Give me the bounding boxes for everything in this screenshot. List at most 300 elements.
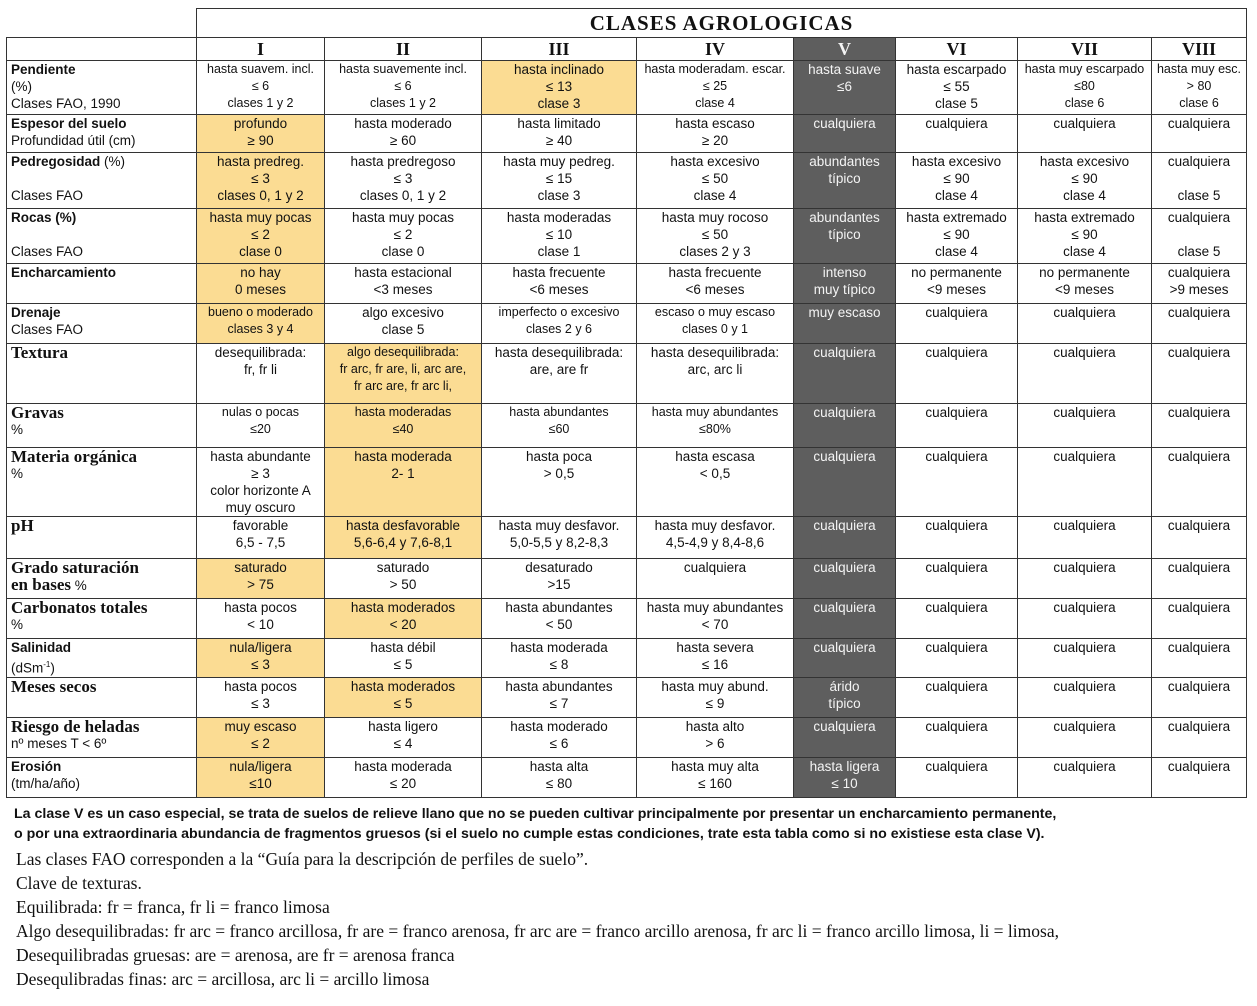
cell-class-viii [1152, 404, 1247, 448]
cell-class-viii [1152, 344, 1247, 404]
cell-line: hasta abundantes [505, 600, 613, 615]
cell-line: hasta débil [370, 640, 436, 655]
cell-line: hasta muy pocas [209, 210, 312, 225]
cell-class-v [794, 115, 896, 153]
cell-line: ≤ 3 [393, 171, 413, 186]
cell-line: hasta inclinado [513, 62, 605, 77]
cell-class-iii [482, 559, 637, 599]
cell-line: hasta abundante [210, 449, 311, 464]
cell-line: clases 0, 1 y 2 [359, 188, 447, 203]
cell-line: cualquiera [1167, 265, 1231, 280]
cell-line: hasta moderado [510, 718, 608, 734]
cell-line: hasta desequilibrada: [494, 345, 624, 360]
cell-line: cualquiera [925, 345, 988, 360]
cell-line: hasta severa [676, 640, 754, 655]
cell-class-vii [1018, 677, 1152, 717]
cell-line: hasta pocos [224, 600, 297, 615]
cell-line: clase 3 [537, 188, 581, 203]
row-label [7, 599, 197, 639]
cell-line: cualquiera [925, 518, 988, 533]
table-row [7, 639, 1247, 678]
cell-line: fr, fr li [244, 362, 277, 377]
cell-line: 5,0-5,5 y 8,2-8,3 [509, 535, 609, 550]
cell-class-iv [637, 115, 794, 153]
cell-class-ii [325, 404, 482, 448]
cell-line: favorable [232, 518, 289, 533]
cell-line: no hay [240, 265, 281, 280]
row-title-suffix: (%) [100, 154, 126, 169]
cell-line: cualquiera [1167, 678, 1231, 694]
cell-line: cualquiera [813, 518, 876, 533]
cell-line: ≤ 3 [251, 171, 270, 186]
cell-line: ≤ 20 [389, 775, 417, 791]
table-row [7, 61, 1247, 115]
row-title-text: Grado saturación [11, 558, 139, 577]
row-title-text: Meses secos [11, 677, 97, 696]
row-subtitle: % [11, 422, 24, 437]
cell-line: hasta moderado [354, 116, 452, 131]
class-header-iii: III [482, 38, 637, 61]
cell-line: hasta moderadam. escar. [644, 62, 786, 76]
cell-line: clase 5 [1177, 244, 1221, 259]
row-label [7, 677, 197, 717]
cell-line: >9 meses [1169, 282, 1229, 297]
cell-line: ≥ 60 [389, 133, 417, 148]
cell-line: hasta excesivo [670, 154, 760, 169]
cell-class-vii [1018, 448, 1152, 517]
cell-class-i [197, 61, 325, 115]
cell-line: cualquiera [1053, 345, 1116, 360]
cell-class-i [197, 404, 325, 448]
cell-line: hasta limitado [517, 116, 601, 131]
table-row [7, 115, 1247, 153]
row-title-text: Salinidad [11, 640, 72, 655]
cell-line: cualquiera [1167, 560, 1231, 575]
cell-class-iv [637, 448, 794, 517]
cell-line: ≤ 2 [251, 227, 270, 242]
cell-line: cualquiera [1167, 405, 1231, 420]
cell-class-v [794, 304, 896, 344]
cell-class-vii [1018, 61, 1152, 115]
cell-line: cualquiera [813, 405, 876, 420]
cell-class-vi [896, 61, 1018, 115]
cell-line: ≤ 2 [393, 227, 413, 242]
cell-class-vii [1018, 209, 1152, 264]
cell-class-v [794, 264, 896, 304]
cell-line: clase 4 [935, 244, 978, 259]
cell-line: are, are fr [529, 362, 589, 377]
row-subtitle: Clases FAO [11, 244, 84, 259]
row-label [7, 517, 197, 559]
table-row [7, 448, 1247, 517]
row-title [11, 153, 195, 170]
cell-class-ii [325, 448, 482, 517]
cell-line: ≤ 6 [549, 735, 569, 751]
cell-class-vi [896, 517, 1018, 559]
cell-line: hasta frecuente [668, 265, 762, 280]
cell-line: cualquiera [813, 718, 876, 734]
cell-class-vii [1018, 517, 1152, 559]
notes [14, 804, 1250, 991]
cell-class-vii [1018, 304, 1152, 344]
cell-line: ≤ 160 [698, 775, 732, 791]
note-line: Desequlibradas finas: arc = arcillosa, arc li = arcillo limosa [16, 969, 430, 989]
cell-line: cualquiera [1053, 305, 1116, 320]
row-title-line2-suffix: % [70, 578, 87, 593]
row-title-text: Espesor del suelo [11, 116, 127, 131]
cell-line: < 20 [389, 617, 417, 632]
cell-line: ≤ 50 [701, 227, 729, 242]
cell-class-i [197, 448, 325, 517]
cell-line: clase 4 [1063, 188, 1106, 203]
cell-class-iv [637, 599, 794, 639]
cell-class-i [197, 153, 325, 209]
cell-class-iv [637, 559, 794, 599]
table-row [7, 344, 1247, 404]
cell-class-vi [896, 209, 1018, 264]
cell-line: cualquiera [1053, 116, 1116, 131]
cell-line [1153, 226, 1245, 243]
row-label [7, 448, 197, 517]
cell-class-v [794, 639, 896, 678]
cell-line: algo excesivo [362, 305, 444, 320]
cell-class-iii [482, 209, 637, 264]
cell-line: hasta escaso [675, 116, 755, 131]
cell-line: hasta alta [529, 758, 589, 774]
cell-class-iii [482, 404, 637, 448]
row-title-text: Drenaje [11, 305, 61, 320]
row-label [7, 344, 197, 404]
cell-line: cualquiera [925, 116, 988, 131]
cell-line: abundantes [809, 210, 880, 225]
cell-class-viii [1152, 61, 1247, 115]
cell-line: cualquiera [1167, 600, 1231, 615]
cell-class-v [794, 153, 896, 209]
cell-line: ≤80% [699, 422, 731, 436]
cell-class-ii [325, 115, 482, 153]
cell-line: cualquiera [1053, 758, 1116, 774]
cell-line: ≤ 15 [545, 171, 573, 186]
cell-class-vi [896, 404, 1018, 448]
note-class-v: o por una extraordinaria abundancia de fragmentos gruesos (si el suelo no cumple estas condiciones, trate esta tabla como si no existiese esta clase V). [14, 826, 1045, 842]
cell-class-i [197, 677, 325, 717]
cell-line: nula/ligera [229, 758, 292, 774]
table-row [7, 264, 1247, 304]
cell-class-i [197, 344, 325, 404]
cell-class-i [197, 599, 325, 639]
cell-line: hasta moderados [350, 678, 456, 694]
cell-class-vii [1018, 639, 1152, 678]
cell-line: 5,6-6,4 y 7,6-8,1 [353, 535, 453, 550]
cell-line: cualquiera [1053, 718, 1116, 734]
cell-line: <6 meses [529, 282, 589, 297]
row-subtitle [11, 170, 195, 187]
cell-line: hasta moderadas [506, 210, 612, 225]
cell-line: hasta moderada [510, 640, 608, 655]
cell-line: ≤40 [392, 422, 414, 436]
cell-class-i [197, 517, 325, 559]
cell-line: clase 4 [695, 96, 735, 110]
cell-class-vi [896, 677, 1018, 717]
cell-line: arc, arc li [687, 362, 743, 377]
cell-line: ≥ 40 [545, 133, 573, 148]
cell-class-iv [637, 404, 794, 448]
cell-line: típico [828, 695, 861, 711]
cell-line: no permanente [911, 265, 1002, 280]
corner-cell [7, 9, 197, 38]
cell-line: fr arc, fr are, li, arc are, [339, 362, 467, 376]
cell-line: > 80 [1186, 79, 1212, 93]
cell-class-v [794, 677, 896, 717]
cell-line: clases 0 y 1 [681, 322, 748, 336]
row-subtitle: (dSm$^{-1}$) [11, 660, 55, 676]
cell-line: > 0,5 [543, 466, 575, 481]
cell-line: < 50 [545, 617, 573, 632]
cell-line: escaso o muy escaso [654, 305, 776, 319]
cell-line: hasta extremado [1034, 210, 1135, 225]
cell-line: hasta muy desfavor. [498, 518, 620, 533]
cell-class-vi [896, 717, 1018, 757]
cell-line: clases 3 y 4 [227, 322, 294, 336]
cell-line: ≤ 10 [545, 227, 573, 242]
cell-line: clase 0 [381, 244, 425, 259]
cell-line: hasta estacional [354, 265, 452, 280]
cell-line: cualquiera [813, 600, 876, 615]
cell-class-i [197, 264, 325, 304]
row-subtitle: Clases FAO, 1990 [11, 96, 121, 111]
cell-line: ≤10 [249, 775, 272, 791]
cell-line: ≥ 90 [247, 133, 274, 148]
cell-line: nula/ligera [229, 640, 292, 655]
cell-class-viii [1152, 448, 1247, 517]
cell-line: saturado [376, 560, 430, 575]
row-subtitle [11, 226, 195, 243]
row-title-text: Textura [11, 343, 68, 362]
cell-class-iii [482, 677, 637, 717]
table-title: CLASES AGROLOGICAS [197, 9, 1247, 38]
cell-class-v [794, 209, 896, 264]
cell-line: ≤ 80 [545, 775, 573, 791]
cell-line: clase 5 [935, 96, 978, 111]
cell-line: 0 meses [234, 282, 287, 297]
cell-line: clase 5 [381, 322, 425, 337]
cell-line: clase 5 [1177, 188, 1221, 203]
cell-line: cualquiera [1053, 518, 1116, 533]
cell-line: hasta escarpado [906, 62, 1007, 77]
cell-class-iii [482, 599, 637, 639]
row-title [11, 639, 195, 656]
cell-class-viii [1152, 639, 1247, 678]
row-label [7, 559, 197, 599]
cell-line: clases 1 y 2 [227, 96, 294, 110]
cell-line: cualquiera [1167, 305, 1231, 320]
table-row [7, 404, 1247, 448]
cell-line: cualquiera [1167, 345, 1231, 360]
cell-class-ii [325, 757, 482, 797]
note-line: Las clases FAO corresponden a la “Guía para la descripción de perfiles de suelo”. [16, 849, 589, 869]
cell-class-i [197, 639, 325, 678]
cell-line: cualquiera [1053, 405, 1116, 420]
row-title [11, 599, 195, 616]
row-title-line2-text: en bases [11, 575, 71, 594]
cell-class-viii [1152, 304, 1247, 344]
row-title-text: Pendiente [11, 62, 76, 77]
cell-line: cualquiera [925, 449, 988, 464]
row-title-text: Riesgo de heladas [11, 717, 140, 736]
cell-class-viii [1152, 677, 1247, 717]
cell-line: ≤ 13 [545, 79, 573, 94]
cell-line: típico [828, 227, 861, 242]
cell-line: cualquiera [813, 640, 876, 655]
cell-line: cualquiera [925, 405, 988, 420]
cell-line: ≤20 [250, 422, 271, 436]
cell-line: hasta suave [808, 62, 881, 77]
cell-line: hasta muy esc. [1156, 62, 1242, 76]
cell-line: fr arc are, fr arc li, [354, 379, 452, 393]
cell-line: clase 4 [693, 188, 737, 203]
cell-line: hasta predregoso [350, 154, 456, 169]
cell-line: no permanente [1039, 265, 1130, 280]
cell-line: bueno o moderado [208, 305, 313, 319]
cell-class-vi [896, 115, 1018, 153]
row-label [7, 61, 197, 115]
cell-line: algo desequilibrada: [347, 345, 459, 359]
cell-class-i [197, 115, 325, 153]
row-title [11, 448, 195, 465]
note-class-v: La clase V es un caso especial, se trata de suelos de relieve llano que no se pueden cultivar principalmente por presentar un encharcamiento permanente, [14, 806, 1057, 822]
cell-class-viii [1152, 209, 1247, 264]
cell-line: ≤ 3 [251, 657, 270, 672]
cell-class-vii [1018, 757, 1152, 797]
row-label [7, 115, 197, 153]
cell-class-vi [896, 304, 1018, 344]
cell-line: hasta ligero [368, 718, 438, 734]
note-line: Equilibrada: fr = franca, fr li = franco limosa [16, 897, 330, 917]
cell-class-iv [637, 209, 794, 264]
cell-line: abundantes [809, 154, 880, 169]
document [6, 8, 1246, 798]
cell-line: < 10 [247, 617, 274, 632]
cell-line: > 6 [705, 735, 725, 751]
cell-line: hasta poca [525, 449, 593, 464]
cell-class-i [197, 559, 325, 599]
cell-line: ≤ 3 [251, 695, 270, 711]
row-subtitle: (%) [11, 79, 32, 94]
row-title [11, 758, 195, 775]
cell-line: hasta escasa [675, 449, 755, 464]
cell-class-v [794, 559, 896, 599]
cell-line: cualquiera [1053, 449, 1116, 464]
cell-class-iii [482, 153, 637, 209]
cell-class-v [794, 404, 896, 448]
cell-class-iii [482, 448, 637, 517]
cell-line: hasta excesivo [1039, 154, 1130, 169]
cell-class-iv [637, 304, 794, 344]
cell-line: intenso [822, 265, 867, 280]
cell-line: hasta frecuente [512, 265, 606, 280]
cell-line: ≤ 6 [394, 79, 412, 93]
cell-class-v [794, 61, 896, 115]
cell-line: hasta muy alta [671, 758, 759, 774]
cell-class-i [197, 304, 325, 344]
cell-line: típico [828, 171, 861, 186]
row-subtitle: Profundidad útil (cm) [11, 133, 136, 148]
row-label [7, 264, 197, 304]
cell-line: hasta abundantes [505, 678, 613, 694]
cell-class-vi [896, 757, 1018, 797]
cell-class-iii [482, 61, 637, 115]
cell-line: cualquiera [925, 758, 988, 774]
cell-line: muy típico [813, 282, 876, 297]
table-row [7, 757, 1247, 797]
cell-line: hasta ligera [809, 758, 880, 774]
cell-line: cualquiera [925, 600, 988, 615]
cell-line: cualquiera [683, 560, 747, 575]
cell-class-v [794, 599, 896, 639]
cell-line: < 0,5 [699, 466, 731, 481]
class-header-vii: VII [1018, 38, 1152, 61]
row-title-text: Materia orgánica [11, 447, 138, 466]
class-header-vi: VI [896, 38, 1018, 61]
cell-class-iv [637, 639, 794, 678]
cell-line: 2- 1 [391, 466, 415, 481]
cell-line: hasta excesivo [911, 154, 1002, 169]
cell-class-vii [1018, 153, 1152, 209]
cell-line: ≤60 [548, 422, 570, 436]
cell-line: clases 2 y 6 [525, 322, 592, 336]
cell-class-iv [637, 153, 794, 209]
cell-class-iii [482, 717, 637, 757]
cell-class-iv [637, 264, 794, 304]
cell-line: hasta pocos [224, 678, 297, 694]
cell-line: cualquiera [813, 345, 876, 360]
cell-class-iv [637, 677, 794, 717]
cell-class-vii [1018, 264, 1152, 304]
cell-line: cualquiera [925, 640, 988, 655]
cell-class-iii [482, 639, 637, 678]
cell-line: ≥ 3 [251, 466, 270, 481]
cell-line: hasta abundantes [509, 405, 609, 419]
cell-line: cualquiera [1167, 640, 1231, 655]
table-row [7, 677, 1247, 717]
cell-class-viii [1152, 264, 1247, 304]
cell-line: ≤ 10 [831, 775, 858, 791]
cell-line: ≤80 [1074, 79, 1095, 93]
row-title-text: Erosión [11, 758, 62, 774]
cell-line: hasta predreg. [216, 154, 305, 169]
cell-line: cualquiera [813, 449, 876, 464]
class-header-v: V [794, 38, 896, 61]
cell-line: ≤ 90 [943, 227, 970, 242]
cell-class-i [197, 757, 325, 797]
cell-line: cualquiera [1053, 640, 1116, 655]
cell-class-iii [482, 344, 637, 404]
cell-line: <9 meses [1055, 282, 1114, 297]
cell-line: cualquiera [813, 116, 876, 131]
cell-line: color horizonte A [210, 483, 311, 498]
cell-line: ≤ 16 [701, 657, 729, 672]
cell-line: hasta muy desfavor. [654, 518, 776, 533]
cell-line: hasta muy rocoso [661, 210, 769, 225]
row-title-line2 [11, 576, 195, 594]
row-title [11, 115, 195, 132]
cell-line: cualquiera [925, 718, 988, 734]
row-title [11, 61, 195, 78]
cell-class-vi [896, 599, 1018, 639]
cell-class-ii [325, 639, 482, 678]
table-row [7, 517, 1247, 559]
cell-class-ii [325, 677, 482, 717]
